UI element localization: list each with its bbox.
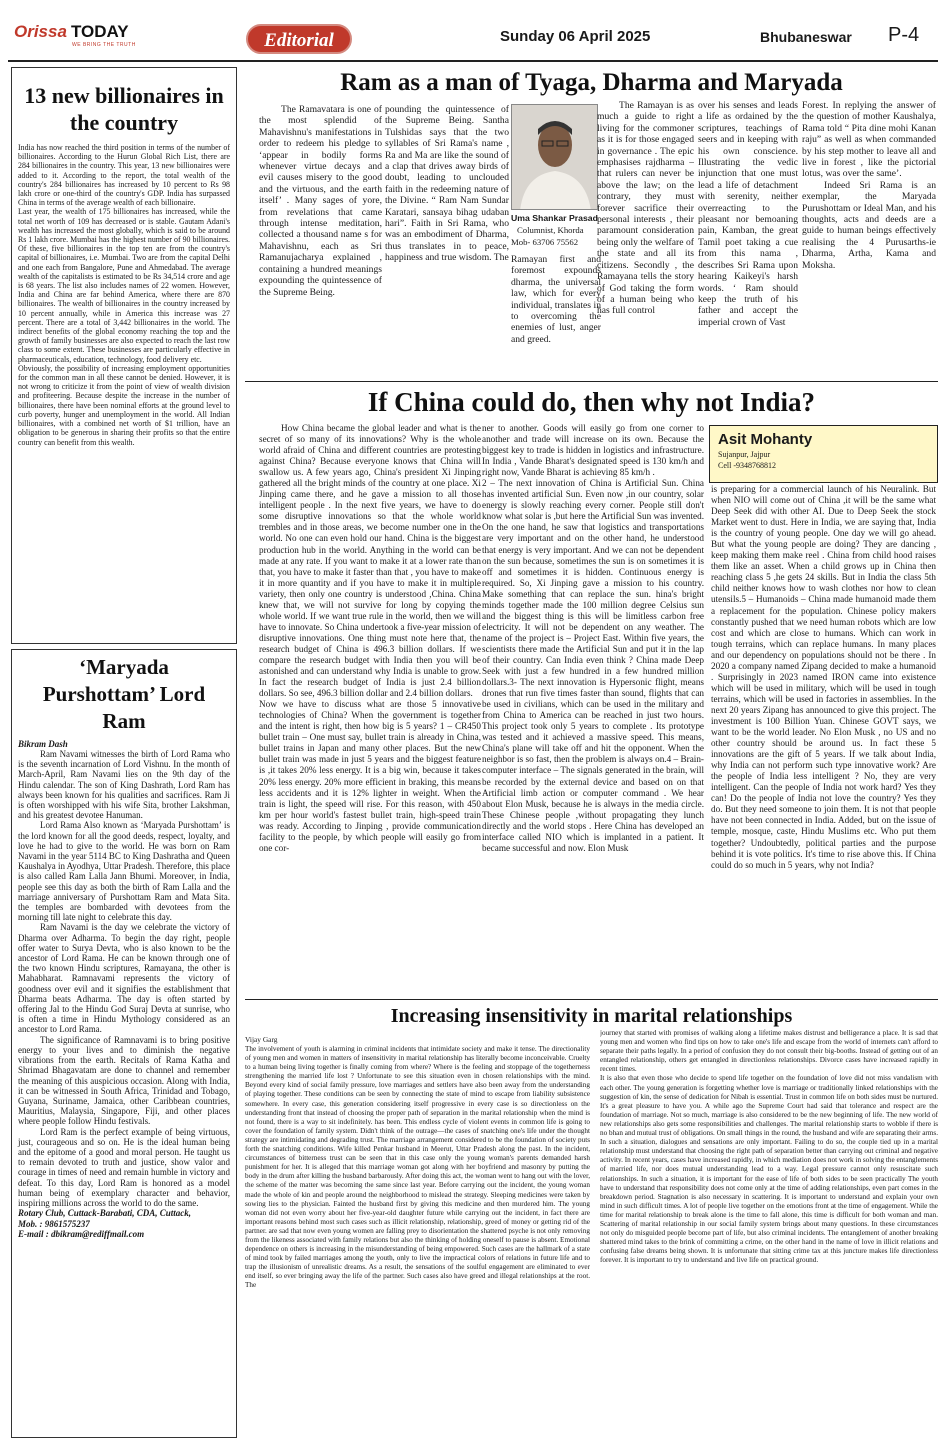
article-column: over his senses and leads a life as ordained by the scriptures, teachings of seers and in keeping with his own conscience. Illustrating the vedic injunction that one must lead a life of detachment with serenity, neither overreacting to the pleasant nor bemoaning pain, Kamban, the great Tamil poet taking a cue from this nama , describes Sri Rama upon hearing Kaikeyi's harsh words. ‘ Ram should keep the truth of his father and accept the imperial crown of Vast (698, 100, 798, 328)
article-column: is preparing for a commercial launch of his Neuralink. But when NIO will come out of China ,it will be the same what Deep Seek did with other AI. Due to Deep Seek the stock Market went to dust. Here in India, we are saying that, India is the country of young people. One day we will go ahead. But what the young people are doing? They are dancing , keep making them make reel . China from child hood raises them like an asset. When a child grows up in China then reaching class 5 ,he gets 24 skills. But in India the class 5th child neither knows how to wash clothes nor how to clean utensils.5 – Humanoids – China made humanoid made them a replacement for the population. Chinese policy makers constantly pushed that we need human robots which are low cost and which are close to humans. Which can work in tough terrains, which can replace humans. In many places and our dependency on populations should not be there . In 2020 a company named Zipang decided to make a humanoid . Surprisingly in 2023 named IRON came into existence which will be used in military, which will be used in tough terrains, which will be used in factories in assemblies. In the next 20 years Zipang has announced to give this project. The investment is 100 Billion Yuan. Chinese GOVT says, we want to be the world leader. No Elon Musk , no US and no other country should be around us. In fact these 5 innovations are the gift of 5 years. If we talk about India, why India can not perform such type innovative work? Are the people of India less intelligent ? No, they are very intelligent. Can the people of India not work hard? Yes they can! Do the people of India not love the country? Yes they do. But they need someone to join them. It is not that people have not been connected in India. Added, but on the issue of temple, mosque, caste, Hindu Muslims etc. Who put them together? Undoubtedly, political parties and the purpose behind it is vote politics. It's time to rise above this. If China could do so much in 5 years, why not India? (711, 484, 936, 870)
article-title: 13 new billionaires in the country (24, 83, 224, 135)
article-column: Ramayan first and foremost expounds dharma, the universal law, which for every individual, translates in to overcoming the enemies of lust, anger and greed. (511, 254, 601, 345)
section-divider (245, 381, 938, 382)
article-column: The Ramavatara is one of the most splendid of Mahavishnu's manifestations in order to redeem his pledge to ‘appear in bodily forms whenever virtue decays and evil causes misery to the good and the virtuous, and the earth itself’ . Many sages of yore, from revelations that came through intense meditation, collected a thousand name s for Mahavishnu, each as Sri Ramanujacharya explained , containing a hundred meanings expounding the quintessence of the Supreme Being. (259, 104, 382, 298)
article-paragraph: Indeed Sri Rama is an exemplar, the Maryada Purushottam or Ideal Man, and his thoughts, acts and deeds are a guide to human beings effectively realising the 4 Purusarths-ie Dharma, Artha, Kama and Moksha. (802, 179, 936, 271)
article-paragraph: journey that started with promises of walking along a lifetime makes distrust and belligerance a place. It is sad that young men and women who find tips on how to take one's life and escape from the world of internets can't afford to separate their paths legally. In a period of confusion they do not consult their big-booths. Instead of getting out of an entangled relationship, others get entangled in directionless relationships. Divorce cases have increased rapidly in recent times. (600, 1029, 938, 1074)
article-column: The involvement of youth is alarming in criminal incidents that intimidate society and make it tense. The directionality of young men and women in matters of insensitivity in marital relationship has literally become inconceivable. Cruelty to a human being living together is finally coming from where? Where is the feeling and stoppage of the togetherness strengthening the married life lost ? Unfortunate to see this situation even in chosen relationships with the mind. Beyond every kind of social family pressure, love marriages and settlers have also been away from the understanding of playing together. These conditions can be seen by connecting the state of mind to escape from liability subsistence somewhere. In every case, this generation considering itself progressive in every case is so directionless on the understanding front that instead of choosing the proper path of separation in the marital relationship when the mind is not found, there is a way to sit indefinitely. has been. This endless cycle of violent events in common life is going to cover the foundation of family system. Didn't think of the outrage—the cases of snatching one's life under the thought strategy are intimidating and degrading trust. The marriage arrangement considered to be the foundation of society puts forth the snatching conditions. Wife killed Penkar husband in Meerut, Uttar Pradesh along the past. In the incident, circumstances of bitterness trust can be seen that in this case only the young woman's parents demanded harsh punishment for her. It is alleged that this marriage woman got along with her boyfriend and masonry by putting the body in the drum after killing the husband barbarously. After doing this act, the woman went to hang out with the lover, the scheme of the matter was becoming the same since last year. Before carrying out the incident, the young woman made the whole of kin and people around the neighborhood to mislead the strategy. Sleeping medicines were taken by sowing lies to the physician. Fainted the husband first by giving this medicine and then murdered him. The young woman did not even worry about her five-year-old daughter future while carrying out the incident, in fact there are important reasons behind most such cases such as illicit relationship, relationship, greed of money or getting rid of the partner. are sad that now even young women are falling prey to disorientation the shattered psyche is not only removing from the likeness associated with family relations but also the thinking of holding oneself to pause is absent. Emotional dependence on others is increasing in the misunderstanding of being empowered. Such cases are the hallmark of a state of mind took by failed marriages among the youth, only to live the impractical colors of relations in future life and to trap the illusionism of unrealistic dreams. As a result, the sensations of the soulful engagement are eliminated to ever end itself, so ever bringing away the life of the partner. Such cases also have greed and illegal relationships at the root. The (245, 1045, 590, 1290)
article-title: If China could do, then why not India? (367, 387, 816, 417)
logo-tagline: WE BRING THE TRUTH (72, 42, 136, 48)
article-paragraph: Lord Ram is the perfect example of being virtuous, just, courageous and so on. He is the ideal human being and the epitome of a good and moral person. He taught us to remain devoted to truth and justice, show valor and courage in times of need and remain humble in victory and defeat. To this day, Lord Ram is honored as a model human being of exemplary character and behavior, inspiring millions across the world to do the same. (18, 1126, 230, 1208)
author-place: Sujanpur, Jajpur (718, 450, 771, 459)
page-number: P-4 (888, 24, 920, 46)
ram-article (245, 64, 938, 382)
article-title: Ram as a man of Tyaga, Dharma and Maryada (340, 69, 843, 96)
article-author: Bikram Dash (18, 739, 68, 749)
article-paragraph: India has now reached the third position in terms of the number of billionaires. According to the Hurun Global Rich List, there are 284 billionaires in the country. This year, 13 new billionaires were added to it. According to the report, the total wealth of the country's 284 billionaires has increased by 10 percent to Rs 98 lakh crore or one-third of the country's GDP. India has surpassed China in terms of the average wealth of each billionaire. (18, 143, 230, 208)
article-author: Vijay Garg (245, 1035, 278, 1044)
maryada-article (11, 649, 237, 1438)
article-paragraph: ner to another. Goods will easily go from one corner to another and trade will increase on its own. Because the biggest key to trade is hidden in logistics and infrastructure. In India , Vande Bharat's designated speed is 130 km/h and right now, Vande Bharat is achieving 85 km/h . (482, 423, 704, 478)
china-article (245, 383, 938, 998)
article-paragraph: 2 – The next innovation of China is Artificial Sun. China has invented artificial Sun. Even now ,in our country, solar energy is slowly reaching every corner. People still don't know what solar is ,but here the Artificial Sun was invented. On the one hand, he saw that logistics and transportations are very important and on the other hand, he understood that energy is very important. And we can not be dependent on the sun because, sometimes the sun is on sometimes it is off and sometimes it is hidden. Continuous energy is required. So, Xi Jinping gave a mission to his country. Make something that can replace the sun. hina's bright minds together made the 100 million degree Celsius sun and the biggest thing is this will be limitless carbon free electricity. It will not be dependent on any weather. The name of the project is – Project East. Within five years, the scientists there made the Artificial Sun and put it in the lap of their country. Can India even think ? China made Deep Seek with just a few hundred in a few hundred million dollars.3- The next innovation is Hypersonic flight, means drones that run five times faster than sound, flights that can be used in civilians, which can be used in the military and from China to America can be reached in just two hours. This project took only 5 years to complete . Its prototype was tested and it achieved a massive speed. This means, China's plane will take off and hit the opponent. When the neighbor is so fast, then the problem is always on.4 – Brain-computer interface – The signals generated in the brain, will be recorded by the external device and based on on that Artificial limb action or computer command . We hear about Elon Musk, because he is always in the media circle. These Chinese people ,without propagating they lunch directly and the world stops . Here China has developed an interface called NIO which is implanted in a patient. It became successful and now. Elon Musk (482, 478, 704, 853)
header-divider (8, 60, 938, 62)
article-paragraph: Lord Rama Also known as ‘Maryada Purshottam’ is the lord known for all the good deeds, respect, loyalty, and love he had to give to the world. He was born on Ram Navami in the year 5114 BC to King Dashratha and Queen Kaushalya in Ayodhya, Uttar Pradesh. Therefore, this place is also called Ram Lalla Jann Bhumi. Moreover, in India, people see this day as both the birth of Ram Lalla and the marriage anniversary of Purshottam Ram and Mata Sita. the temples are bombarded with devotees from the morning till late night to celebrate this day. (18, 820, 230, 923)
masthead (0, 0, 945, 62)
author-role: Columnist, Khorda (517, 225, 584, 235)
portrait-icon (512, 105, 598, 210)
issue-city: Bhubaneswar (760, 29, 852, 45)
article-title: ‘Maryada Purshottam’ Lord Ram (42, 655, 206, 733)
article-paragraph: Last year, the wealth of 175 billionaires has increased, while the total net worth of 109 has decreased or is stable. Gautam Adani's wealth has increased the most globally, which is said to be around Rs 1 lakh crore. Mumbai has the highest number of 90 billionaires. Of these, five billionaires in the top ten are from the country's capital of billionaires, i.e. Mumbai. Two are from the capital Delhi and one each from Bangalore, Pune and Ahmedabad. The average wealth of the capitalists is estimated to be Rs 34,514 crore and age is 68 years. The list also includes names of 22 women. However, India and China are far behind America, where there are 870 billionaires. The wealth of billionaires in the country increased by 10 percent annually, while in America this increase was 27 percent. There are a total of 3,442 billionaires in the world. The indirect benefits of the global economy reaching the top and the growth of family businesses are also expected to reach the last row class to some extent. These businesses are particularly effective in pharmaceuticals, education, technology, food delivery etc. (18, 207, 230, 364)
issue-date: Sunday 06 April 2025 (500, 28, 651, 45)
author-mobile: Mob- 63706 75562 (511, 237, 579, 247)
author-box (709, 425, 938, 483)
author-mobile: Mob. : 9861575237 (18, 1218, 90, 1229)
billionaires-article (11, 67, 237, 644)
author-email: E-mail : dbikram@rediffmail.com (18, 1228, 145, 1239)
section-divider (245, 999, 938, 1000)
author-byline (511, 212, 601, 248)
author-name: Asit Mohanty (718, 431, 813, 448)
article-paragraph: Forest. In replying the answer of the question of mother Kaushalya, Rama told “ Pita dine mohi Kanan raju” as well as when commanded by his step mother to leave all and live in forest , like the pictorial lotus, was over the same’. (802, 100, 936, 180)
author-affiliation: Rotary Club, Cuttack-Barabati, CDA, Cuttack, (18, 1208, 192, 1219)
marital-article (245, 1001, 938, 1438)
article-column: pounding the quintessence of the Supreme Being. Santha Tulshidas says that the two syllables of Sri Rama's name , Ra and Ma are like the sound of a clap that drives away birds of doubt, leading to unclouded faith in the redeeming nature of the Divine. “ Ram Nam Sundar Karatari, sansaya bihag udaban hari”. Faith in Sri Rama, who was an embodiment of Dharma, thus translates in to peace, happiness and true wisdom. The (385, 104, 509, 264)
article-paragraph: It is also that even those who decide to spend life together on the foundation of love did not miss vandalism with each other. The young generation is forgetting whether love is marriage or traditionally linked relationships with the suggestion of kin, the sense of dedication for Nibah is essential. Trust in common life on both sides must be nurtured. It's a great pleasure to have you. A while ago the Supreme Court had said that tolerance and respect are the foundation of marriage. Not so much, marriage is also considered to be the new beginning of life. The new world of new relationships also gets some responsibilities and challenges. The marital relationship starts to wobble if there is no bhan and mutual trust of obligations. On small things in the round, the husband and wife are separating their arms. In such a situation, dialogues and sensations are only important. Failing to do so, the couple tied up in a marital relationship must understand that choosing the right path of separation better than carrying out criminal and negative activity. In recent years, cases have increased rapidly, in which mediation does not work in solving the entanglements of married life, nor does mutual understanding lead to a way. Legal pressure cannot only resuscitate such relationships. In such a situation, it is important for the ease of life of both sides to be seen practically The youth have to understand that responsibility does not come only at the time of adding relationships, even part comes in the breakdown period. Stagnation is also necessary in scattering. It is important to understand and explain your own mind in such difficult times. A lot of people live together on the emotions front at the time of engagement. While the time for marital relationship to break alone is the time to fall alone, this time is difficult for both woman and man. Scattering of marital relationship in our social family system brings about many questions. In these circumstances not only do misguided people become part of life, but also criminal incidents. The entanglement of another breaking shattered mind takes to the brink of committing a crime, on the other hand in the name of love in illicit relations and confusing false dreams being shown. It is unfortunate that sitting crime tax at this juncture makes life directionless forever. It is important to try to understand and live life on practical ground. (600, 1074, 938, 1265)
section-badge: Editorial (246, 24, 352, 54)
article-column: The Ramayan is as much a guide to right living for the commoner as it is for those engaged in governance . The epic emphasises rajdharma – that rulers can never be above the law; on the contrary, they must forever sacrifice their personal interests , their paramount consideration being only the welfare of the state and all its citizens. Secondly , the Ramayana tells the story of God taking the form of a human being who has full control (597, 100, 694, 317)
author-name: Uma Shankar Prasad (511, 213, 598, 223)
article-column (482, 423, 704, 995)
author-cell: Cell -9348768812 (718, 461, 776, 470)
logo-orissa: Orissa (14, 22, 67, 41)
article-column (259, 423, 481, 995)
logo-today: TODAY (70, 22, 129, 41)
article-paragraph: Obviously, the possibility of increasing employment opportunities for the common man in all these cannot be denied. However, it is not wrong to criticize it from the point of view of wealth division and profiteering. Because despite the increase in the number of billionaires, there have been nominal efforts at the ground level to curb poverty, hunger and unemployment in the world. All Indian billionaires, with a combined net worth of $1 trillion, have an obligation to be generous in sharing their profits so that the entire country can benefit from this wealth. (18, 363, 230, 447)
article-paragraph: How China became the global leader and what is the secret of so many of its innovations? Why is the whole world afraid of China and different countries are protesting against China? Because everyone knows that China will swallow us. A few years ago, China's president Xi Jinping gathered all the bright minds of the country at one place. Xi Jinping came there, and he gave a mission to all those intelligent people . In the next five years, we have to do some disruptive innovations so that the whole world trembles and in those areas, we become number one in the world. No one can even hold our hand. China is the biggest production hub in the world. Anything in the world can be made at any rate. If you want to make it at a lower rate than that, you have to make it faster than that , you have to make it in more quantity and if you have to make it in multiple variety, then only one country is understood ,China. China knew that, we will not survive for long by copying the whole world. If we want true rule in the world, then we will have to innovate. So China undertook a five-year mission of disruptive innovations. One thing must note here that, the research budget of China is 496.3 billion dollars. If we compare the research budget with India then you will be astonished and can understand why India is unable to grow. In fact the research budget of India is just 2.4 billion dollars. So see, 496.3 billion dollar and 2.4 billion dollars. (259, 423, 481, 699)
article-column (802, 100, 936, 380)
article-paragraph: Ram Navami witnesses the birth of Lord Rama who is the seventh incarnation of Lord Vishnu. In the month of March-April, Ram Navami lies on the 9th day of the Hindu calendar. The son of King Dashrath, Lord Ram has always been known for his qualities and sacrifices. Ram Ji is often worshipped with his wife Sita, brother Lakshman, and his greatest devotee Hanuman. (18, 749, 230, 821)
article-column (600, 1029, 938, 1437)
article-paragraph: Ram Navami is the day we celebrate the victory of Dharma over Adharma. To begin the day right, people offer water to Surya Devta, who is also known to be the ancestor of Lord Rama. He can be known through one of the two known Hindu scriptures, Ramayana, the other is Mahabharat. Ramnavami represents the victory of goodness over evil and it signifies the establishment that Dharma beats Adharma. The day is often started by offering Jal to the Hindu God Suraj Devta at sunrise, who is often a time in Hindu Mythology considered as an ancestor to Lord Rama. (18, 922, 230, 1035)
article-paragraph: The significance of Ramnavami is to bring positive energy to your lives and to diminish the negative vibrations from the earth. Recitals of Rama Katha and Shrimad Bhagavatam are done to channel and remember the meaning of this auspicious occasion. Along with India, it can be witnessed in South Africa, Trinidad and Tobago, Guyana, Suriname, Jamaica, other Caribbean countries, Mauritius, Malaysia, Singapore, Fiji, and other places where people follow Hindu festivals. (18, 1034, 230, 1127)
article-title: Increasing insensitivity in marital relationships (390, 1005, 793, 1027)
article-paragraph: Now we have to discuss what are those 5 innovative technologies of China? When the government is together and the intent is right, then how big is 5 years? 1 – CR450 bullet train – One must say, bullet train is already in China, bullet trains in Japan and many other places. But the new bullet train was made in just 5 years and the biggest feature is ,it takes 20% less energy. It is a big win, because it takes 20% less energy. 20% more efficient in braking, this means less accidents and it is 12% lighter in weight. When the train is light, the speed will rise. For this reason, with 450 km per hour world's fastest bullet train, high-speed train was ready. According to Jinping , provide communication facility to the people, by which people will easily go from one cor- (259, 699, 481, 853)
author-photo (511, 104, 598, 210)
